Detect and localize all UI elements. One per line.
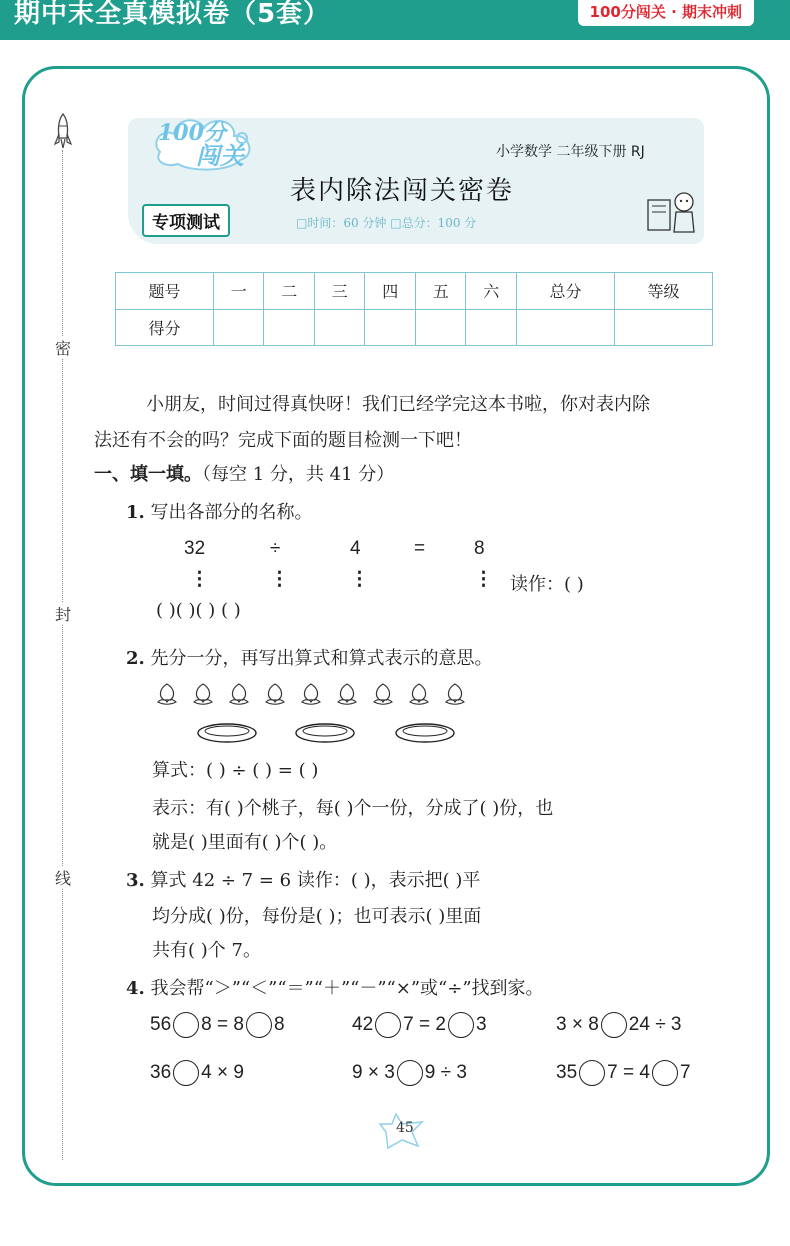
exam-title: 表内除法闯关密卷 — [290, 176, 515, 206]
score-blank-cell[interactable] — [213, 309, 264, 346]
q4-item-5 — [352, 1060, 467, 1086]
peach-icon — [226, 680, 252, 706]
q4-blank-circle[interactable] — [652, 1060, 678, 1086]
peach-icon — [442, 680, 468, 706]
q1-wrap — [126, 498, 313, 524]
q3-line-2[interactable]: 均分成( )份，每份是( )；也可表示( )里面 — [152, 906, 482, 927]
q1-name-blanks[interactable]: ( )( )( ) ( ) — [156, 600, 241, 621]
q4-wrap — [126, 974, 544, 1000]
plate-icon[interactable] — [196, 722, 258, 744]
q1-divisor: 4 — [350, 538, 361, 559]
score-header-cell: 四 — [365, 273, 416, 310]
q4-operand: 4 × 9 — [201, 1062, 244, 1084]
q2-meaning-line-1[interactable]: 表示：有( )个桃子，每( )个一份，分成了( )份，也 — [152, 798, 554, 819]
q1-quotient: 8 — [474, 538, 485, 559]
q4-number: 4. — [126, 978, 145, 999]
score-header-cell: 五 — [415, 273, 466, 310]
intro-line-1: 小朋友，时间过得真快呀！我们已经学完这本书啦，你对表内除 — [146, 394, 650, 415]
q1-read-as[interactable]: 读作：( ) — [510, 574, 584, 595]
q4-operand: 56 — [150, 1014, 172, 1036]
q4-item-3 — [556, 1012, 681, 1038]
q4-operand: 3 × 8 — [556, 1014, 599, 1036]
q4-blank-circle[interactable] — [601, 1012, 627, 1038]
q2-meaning-line-2[interactable]: 就是( )里面有( )个( )。 — [152, 832, 338, 853]
score-blank-cell[interactable] — [516, 309, 614, 346]
q4-blank-circle[interactable] — [579, 1060, 605, 1086]
binding-feng: 封 — [52, 602, 74, 625]
q3-line-1[interactable]: 算式 42 ÷ 7 = 6 读作：( )，表示把( )平 — [150, 870, 481, 891]
binding-xian: 线 — [52, 866, 74, 889]
q4-blank-circle[interactable] — [246, 1012, 272, 1038]
score-blank-cell[interactable] — [365, 309, 416, 346]
q1-equals: = — [414, 538, 426, 559]
q4-blank-circle[interactable] — [448, 1012, 474, 1038]
q4-blank-circle[interactable] — [173, 1012, 199, 1038]
plate-icon[interactable] — [394, 722, 456, 744]
q4-operand: 9 × 3 — [352, 1062, 395, 1084]
peach-icon — [262, 680, 288, 706]
q4-operand: 8 — [273, 1014, 285, 1036]
peach-icon — [298, 680, 324, 706]
score-blank-cell[interactable] — [415, 309, 466, 346]
q1-divide-sign: ÷ — [270, 538, 281, 559]
q4-text: 我会帮“＞”“＜”“＝”“＋”“－”“×”或“÷”找到家。 — [150, 978, 544, 999]
q4-operand: 7 = 4 — [607, 1062, 650, 1084]
exam-time-score: □时间：60 分钟 □总分：100 分 — [296, 216, 477, 230]
q1-colon-3: ⋮ — [350, 569, 369, 590]
q4-item-1 — [150, 1012, 285, 1038]
q1-colon-2: ⋮ — [270, 569, 289, 590]
rocket-icon — [54, 112, 72, 152]
intro-line-2: 法还有不会的吗？完成下面的题目检测一下吧！ — [94, 430, 472, 451]
q4-blank-circle[interactable] — [375, 1012, 401, 1038]
peach-icon — [154, 680, 180, 706]
logo-chuangguan: 闯关 — [196, 141, 244, 170]
score-row-label: 得分 — [116, 309, 214, 346]
q3-line-3[interactable]: 共有( )个 7。 — [152, 940, 261, 961]
special-test-badge: 专项测试 — [142, 204, 230, 237]
plate-icon[interactable] — [294, 722, 356, 744]
q1-colon-4: ⋮ — [474, 569, 493, 590]
peach-icon — [334, 680, 360, 706]
peach-icon — [370, 680, 396, 706]
peach-icon — [406, 680, 432, 706]
q4-operand: 7 = 2 — [403, 1014, 446, 1036]
score-header-cell: 二 — [264, 273, 315, 310]
q4-operand: 35 — [556, 1062, 578, 1084]
peach-icon — [190, 680, 216, 706]
q2-number: 2. — [126, 648, 145, 669]
q4-operand: 36 — [150, 1062, 172, 1084]
binding-line — [62, 150, 63, 1160]
score-table-score-row — [116, 309, 713, 346]
q3-wrap — [126, 866, 480, 892]
section1-heading-wrap — [94, 460, 394, 486]
score-header-cell: 一 — [213, 273, 264, 310]
q4-blank-circle[interactable] — [173, 1060, 199, 1086]
q2-wrap — [126, 644, 493, 670]
score-header-cell: 三 — [314, 273, 365, 310]
score-blank-cell[interactable] — [314, 309, 365, 346]
q4-operand: 3 — [475, 1014, 487, 1036]
banner-title: 期中末全真模拟卷（5套） — [14, 0, 331, 29]
score-header-cell: 六 — [466, 273, 517, 310]
top-banner — [0, 0, 790, 40]
q4-operand: 7 — [679, 1062, 691, 1084]
q4-operand: 9 ÷ 3 — [424, 1062, 467, 1084]
score-blank-cell[interactable] — [614, 309, 712, 346]
q4-item-2 — [352, 1012, 487, 1038]
score-header-cell: 题号 — [116, 273, 214, 310]
q4-blank-circle[interactable] — [397, 1060, 423, 1086]
section1-note: （每空 1 分，共 41 分） — [202, 464, 395, 485]
q1-number: 1. — [126, 502, 145, 523]
q3-number: 3. — [126, 870, 145, 891]
score-header-cell: 总分 — [516, 273, 614, 310]
mascot-icon — [646, 188, 702, 234]
score-header-cell: 等级 — [614, 273, 712, 310]
logo-100: 100分 — [158, 120, 226, 146]
q4-operand: 42 — [352, 1014, 374, 1036]
binding-mi: 密 — [52, 336, 74, 359]
score-table-header-row — [116, 273, 713, 310]
score-table — [115, 272, 713, 346]
page-number: 45 — [396, 1120, 414, 1136]
banner-tag: 100分闯关 · 期末冲刺 — [578, 0, 754, 26]
section1-heading: 一、填一填。 — [94, 464, 202, 485]
q4-item-6 — [556, 1060, 691, 1086]
q1-colon-1: ⋮ — [190, 569, 209, 590]
subject-grade: 小学数学 二年级下册 RJ — [496, 144, 645, 160]
q4-item-4 — [150, 1060, 244, 1086]
q2-formula[interactable]: 算式：( ) ÷ ( ) = ( ) — [152, 760, 319, 781]
q1-dividend: 32 — [184, 538, 206, 559]
q4-operand: 24 ÷ 3 — [628, 1014, 682, 1036]
q2-text: 先分一分，再写出算式和算式表示的意思。 — [150, 648, 493, 669]
q1-text: 写出各部分的名称。 — [150, 502, 313, 523]
score-blank-cell[interactable] — [466, 309, 517, 346]
score-blank-cell[interactable] — [264, 309, 315, 346]
q4-operand: 8 = 8 — [201, 1014, 244, 1036]
